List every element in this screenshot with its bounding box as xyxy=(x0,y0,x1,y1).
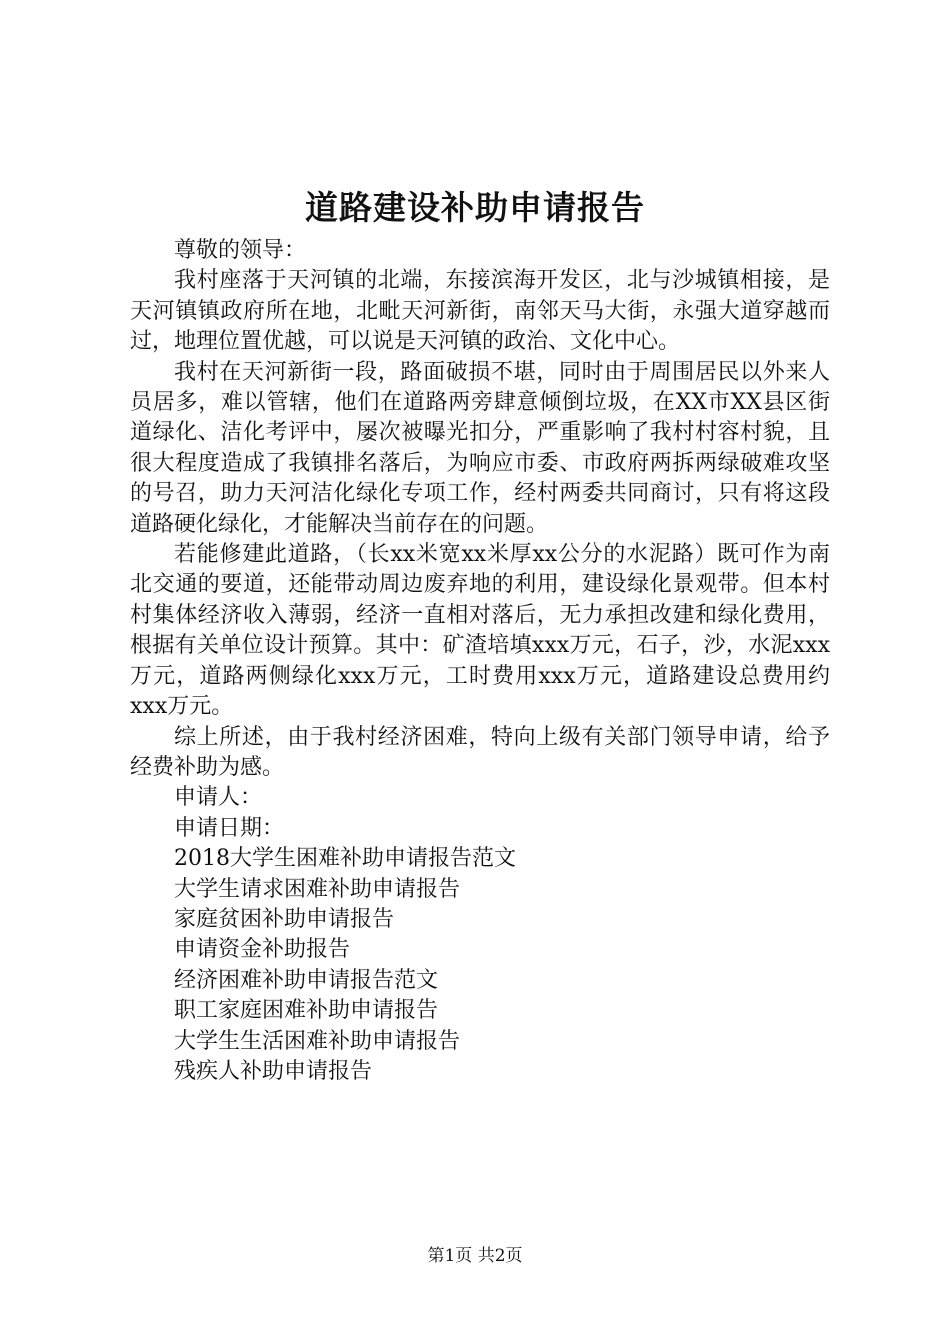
related-link[interactable]: 大学生生活困难补助申请报告 xyxy=(174,1028,461,1054)
related-link[interactable]: 家庭贫困补助申请报告 xyxy=(174,906,395,932)
page-number: 第1页 共2页 xyxy=(427,1246,523,1266)
date-label: 申请日期： xyxy=(174,815,285,841)
paragraph-location: 我村座落于天河镇的北端，东接滨海开发区，北与沙城镇相接，是天河镇镇政府所在地，北毗天河新街，南邻天马大街，永强大道穿越而过，地理位置优越，可以说是天河镇的政治、文化中心。 xyxy=(130,268,830,355)
document-body xyxy=(130,236,830,1087)
related-link[interactable]: 大学生请求困难补助申请报告 xyxy=(174,876,461,902)
applicant-label: 申请人： xyxy=(174,785,263,811)
paragraph-problem: 我村在天河新街一段，路面破损不堪，同时由于周围居民以外来人员居多，难以管辖，他们在道路两旁肆意倾倒垃圾，在XX市XX县区街道绿化、洁化考评中，屡次被曝光扣分，严重影响了我村村容村貌，且很大程度造成了我镇排名落后，为响应市委、市政府两拆两绿破难攻坚的号召，助力天河洁化绿化专项工作，经村两委共同商讨，只有将这段道路硬化绿化，才能解决当前存在的问题。 xyxy=(130,359,830,537)
related-link[interactable]: 申请资金补助报告 xyxy=(174,937,351,963)
related-link[interactable]: 职工家庭困难补助申请报告 xyxy=(174,998,439,1024)
paragraph-conclusion: 综上所述，由于我村经济困难，特向上级有关部门领导申请，给予经费补助为感。 xyxy=(130,724,830,780)
document-title: 道路建设补助申请报告 xyxy=(305,188,645,227)
related-link[interactable]: 2018大学生困难补助申请报告范文 xyxy=(174,846,516,872)
related-link[interactable]: 经济困难补助申请报告范文 xyxy=(174,967,439,993)
paragraph-budget: 若能修建此道路，（长xx米宽xx米厚xx公分的水泥路）既可作为南北交通的要道，还能带动周边废弃地的利用，建设绿化景观带。但本村村集体经济收入薄弱，经济一直相对落后，无力承担改建和绿化费用，根据有关单位设计预算。其中：矿渣培填xxx万元，石子，沙，水泥xxx万元，道路两侧绿化xxx万元，工时费用xxx万元，道路建设总费用约xxx万元。 xyxy=(130,542,830,720)
related-link[interactable]: 残疾人补助申请报告 xyxy=(174,1058,373,1084)
salutation: 尊敬的领导： xyxy=(174,238,307,263)
